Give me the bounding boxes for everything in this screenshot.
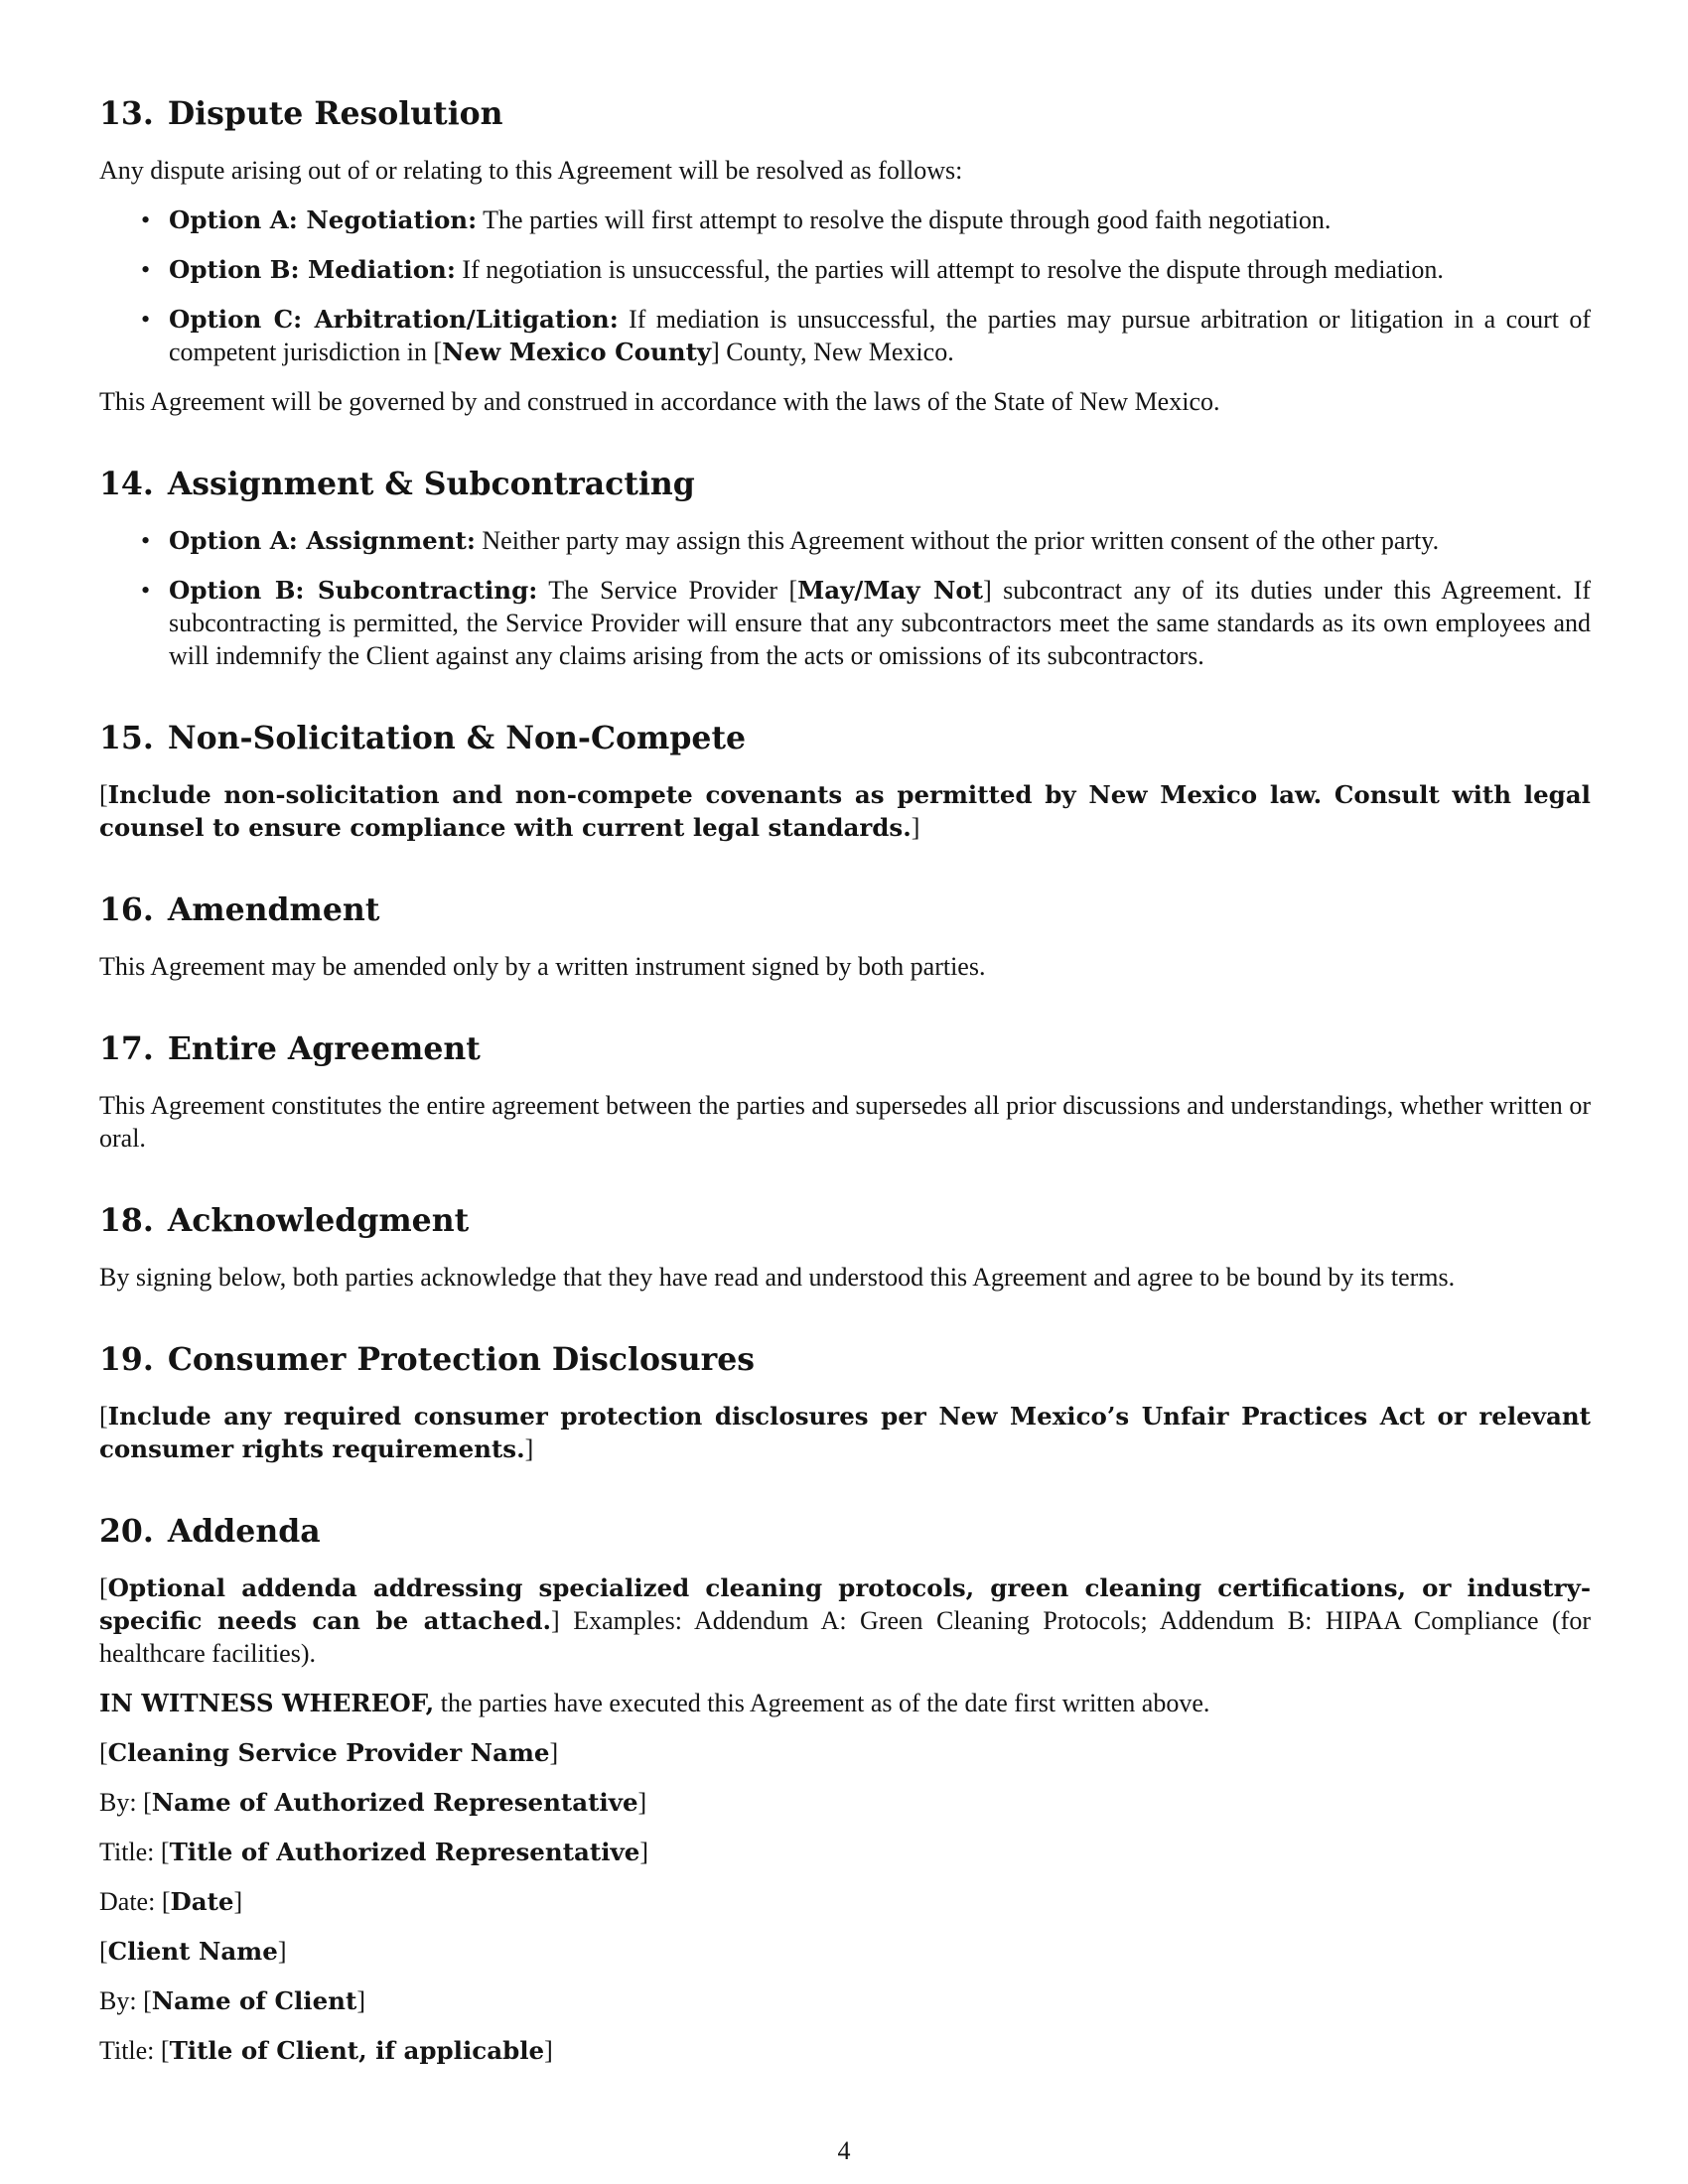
option-a-negotiation: • Option A: Negotiation: The parties will first attempt to resolve the dispute through good faith negotiation.	[141, 205, 1332, 234]
bullet-icon: •	[141, 526, 151, 555]
option-b-subcontracting: • Option B: Subcontracting: The Service Provider [May/May Not] subcontract any of its duties under this Agreement. If subcontracting is permitted, the Service Provider will ensure that any subcontractors meet the same standards as its own employees and will indemnify the Client against any claims arising from the acts or omissions of its subcontractors.	[141, 576, 1591, 670]
section-15-text: [Include non-solicitation and non-compete covenants as permitted by New Mexico law. Consult with legal counsel to ensure compliance with current legal standards.]	[99, 780, 1591, 842]
section-14-heading: 14. Assignment & Subcontracting	[99, 466, 695, 502]
bullet-icon: •	[141, 205, 151, 234]
document-page	[99, 91, 1591, 2067]
section-16-heading: 16. Amendment	[99, 891, 380, 928]
bullet-icon: •	[141, 305, 151, 334]
witness-clause: IN WITNESS WHEREOF, the parties have executed this Agreement as of the date first written above.	[99, 1689, 1210, 1717]
option-b-mediation: • Option B: Mediation: If negotiation is unsuccessful, the parties will attempt to resolve the dispute through mediation.	[141, 255, 1444, 284]
section-17-heading: 17. Entire Agreement	[99, 1030, 481, 1067]
provider-by: By: [Name of Authorized Representative]	[99, 1788, 647, 1817]
section-20-text: [Optional addenda addressing specialized cleaning protocols, green cleaning certifications, or industry-specific needs can be attached.] Examples: Addendum A: Green Cleaning Protocols; Addendum B: HIPAA Compliance (for healthcare facilities).	[99, 1573, 1591, 1668]
section-14-options	[99, 524, 1591, 672]
signature-block	[99, 1719, 1591, 2067]
section-18-text: By signing below, both parties acknowledge that they have read and understood this Agreement and agree to be bound by its terms.	[99, 1263, 1456, 1292]
client-name: [Client Name]	[99, 1937, 287, 1966]
provider-name: [Cleaning Service Provider Name]	[99, 1738, 559, 1767]
section-20-heading: 20. Addenda	[99, 1513, 321, 1550]
section-19-text: [Include any required consumer protection disclosures per New Mexico’s Unfair Practices Act or relevant consumer rights requirements.]	[99, 1402, 1591, 1463]
section-19-heading: 19. Consumer Protection Disclosures	[99, 1341, 756, 1378]
client-by: By: [Name of Client]	[99, 1986, 365, 2015]
bullet-icon: •	[141, 576, 151, 605]
section-13-intro: Any dispute arising out of or relating to this Agreement will be resolved as follows:	[99, 156, 963, 185]
bullet-icon: •	[141, 255, 151, 284]
governing-law: This Agreement will be governed by and construed in accordance with the laws of the State of New Mexico.	[99, 387, 1220, 416]
option-a-assignment: • Option A: Assignment: Neither party may assign this Agreement without the prior written consent of the other party.	[141, 526, 1440, 555]
client-title: Title: [Title of Client, if applicable]	[99, 2036, 553, 2065]
section-18-heading: 18. Acknowledgment	[99, 1202, 470, 1239]
section-17-text: This Agreement constitutes the entire agreement between the parties and supersedes all prior discussions and understandings, whether written or oral.	[99, 1091, 1591, 1153]
provider-title: Title: [Title of Authorized Representative]	[99, 1838, 649, 1866]
provider-date: Date: [Date]	[99, 1887, 243, 1916]
section-13-options	[99, 204, 1591, 368]
section-16-text: This Agreement may be amended only by a written instrument signed by both parties.	[99, 952, 986, 981]
page-number: 4	[837, 2136, 851, 2165]
section-13-heading: 13. Dispute Resolution	[99, 95, 503, 132]
section-15-heading: 15. Non-Solicitation & Non-Compete	[99, 720, 747, 756]
option-c-arbitration: • Option C: Arbitration/Litigation: If mediation is unsuccessful, the parties may pursue arbitration or litigation in a court of competent jurisdiction in [New Mexico County] County, New Mexico.	[141, 305, 1592, 366]
